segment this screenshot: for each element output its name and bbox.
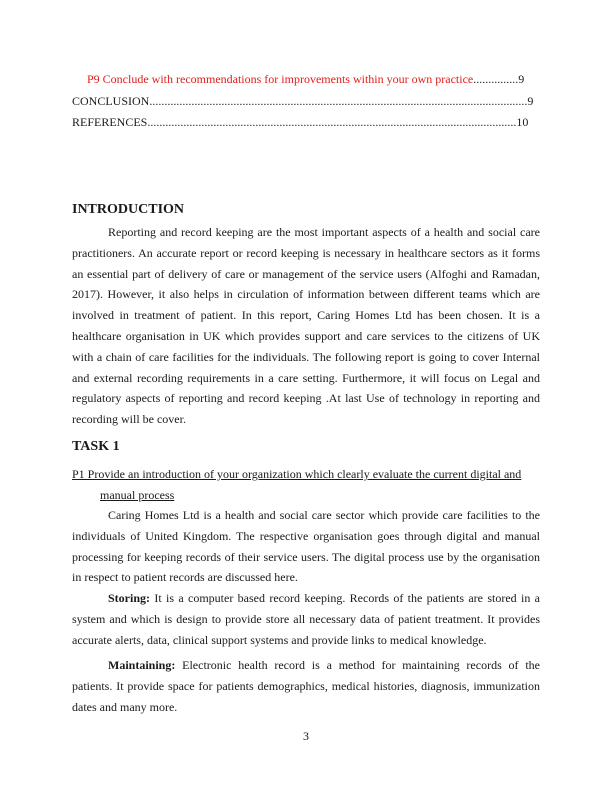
p1-title-line1: P1 Provide an introduction of your organization which clearly evaluate the current digital and [72, 467, 522, 481]
toc-entry-label: CONCLUSION [72, 94, 150, 108]
storing-label: Storing: [108, 591, 150, 605]
toc-entry-dots: ............... [473, 72, 519, 86]
toc-entry-page: 9 [527, 94, 534, 108]
toc-entry-references[interactable] [72, 115, 540, 129]
toc-entry-page: 9 [518, 72, 525, 86]
p1-title-line2: manual process [100, 487, 175, 502]
storing-text: It is a computer based record keeping. Records of the patients are stored in a system and which is design to provide store all necessary data of patient treatment. It provides accurate alerts, data, clinical support systems and provide links to medical knowledge. [72, 591, 540, 647]
page-number: 3 [303, 729, 309, 743]
storing-paragraph [72, 588, 540, 650]
p1-paragraph: Caring Homes Ltd is a health and social care sector which provide care facilities to the individuals of United Kingdom. The respective organisation goes through digital and manual processing for keeping records of their service users. The digital process use by the organisation in respect to patient records are discussed here. [72, 508, 540, 585]
toc-entry-page: 10 [516, 115, 529, 129]
maintaining-label: Maintaining: [108, 658, 176, 672]
maintaining-text: Electronic health record is a method for maintaining records of the patients. It provide space for patients demographics, medical histories, diagnosis, immunization dates and many more. [72, 658, 540, 714]
toc-entry-conclusion[interactable] [72, 94, 540, 108]
toc-entry-label: P9 Conclude with recommendations for improvements within your own practice [87, 72, 474, 86]
toc-entry-dots: .............................................................................................................................. [149, 94, 528, 108]
introduction-paragraph: Reporting and record keeping are the most important aspects of a health and social care practitioners. An accurate report or record keeping is necessary in healthcare sectors as it forms an essential part of delivery of care or management of the service users (Alfoghi and Ramadan, 2017). However, it also helps in circulation of information between different teams which are involved in treatment of patient. In this report, Caring Homes Ltd has been chosen. It is a healthcare organisation in UK which provides support and care services to the citizens of UK with a chain of care facilities for the individuals. The following report is going to cover Internal and external recording requirements in a care setting. Furthermore, it will focus on Legal and regulatory aspects of reporting and record keeping .At last Use of technology in reporting and recording will be cover. [72, 225, 540, 427]
toc-entry-label: REFERENCES [72, 115, 148, 129]
task1-heading: TASK 1 [72, 439, 120, 454]
introduction-heading: INTRODUCTION [72, 202, 185, 217]
p1-title [72, 464, 540, 506]
toc-entry-p9[interactable] [87, 72, 527, 86]
toc-entry-dots: ........................................................................................................................... [147, 115, 517, 129]
maintaining-paragraph [72, 655, 540, 717]
